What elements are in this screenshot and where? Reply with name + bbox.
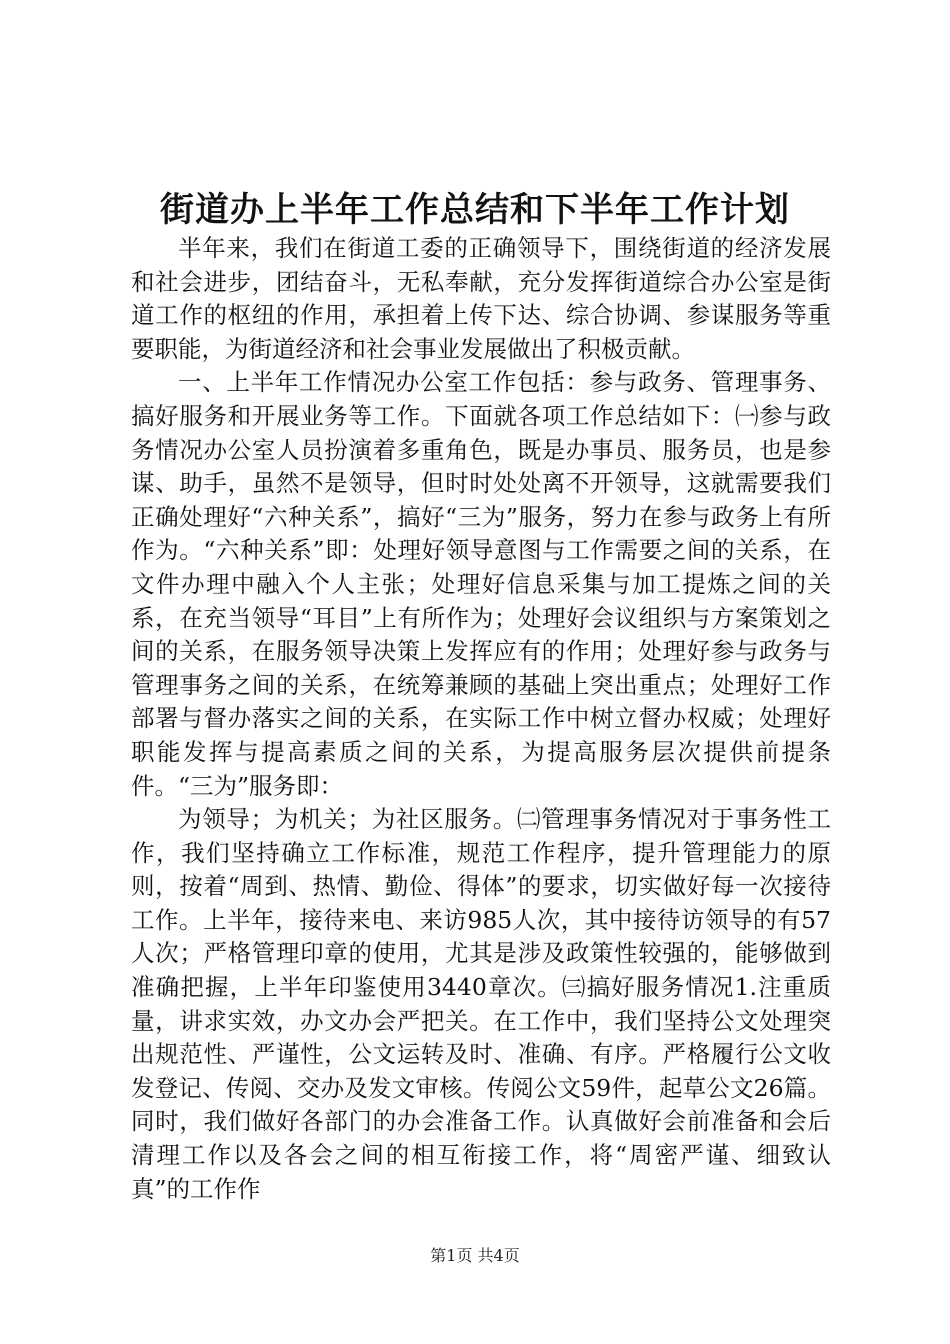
- paragraph-intro: 半年来，我们在街道工委的正确领导下，围绕街道的经济发展和社会进步，团结奋斗，无私奉献，充分发挥街道综合办公室是街道工作的枢纽的作用，承担着上传下达、综合协调、参谋服务等重要职能，为街道经济和社会事业发展做出了积极贡献。: [131, 234, 831, 363]
- document-title: 街道办上半年工作总结和下半年工作计划: [160, 190, 790, 230]
- document-body: [131, 232, 831, 1206]
- paragraph-section-one: 一、上半年工作情况办公室工作包括：参与政务、管理事务、搞好服务和开展业务等工作。下面就各项工作总结如下：㈠参与政务情况办公室人员扮演着多重角色，既是办事员、服务员，也是参谋、助手，虽然不是领导，但时时处处离不开领导，这就需要我们正确处理好“六种关系”，搞好“三为”服务，努力在参与政务上有所作为。“六种关系”即：处理好领导意图与工作需要之间的关系，在文件办理中融入个人主张；处理好信息采集与加工提炼之间的关系，在充当领导“耳目”上有所作为；处理好会议组织与方案策划之间的关系，在服务领导决策上发挥应有的作用；处理好参与政务与管理事务之间的关系，在统筹兼顾的基础上突出重点；处理好工作部署与督办落实之间的关系，在实际工作中树立督办权威；处理好职能发挥与提高素质之间的关系，为提高服务层次提供前提条件。“三为”服务即：: [131, 368, 831, 800]
- page-footer: 第1页 共4页: [430, 1246, 520, 1265]
- paragraph-services: 为领导；为机关；为社区服务。㈡管理事务情况对于事务性工作，我们坚持确立工作标准，规范工作程序，提升管理能力的原则，按着“周到、热情、勤俭、得体”的要求，切实做好每一次接待工作。上半年，接待来电、来访985人次，其中接待访领导的有57人次；严格管理印章的使用，尤其是涉及政策性较强的，能够做到准确把握，上半年印鉴使用3440章次。㈢搞好服务情况1.注重质量，讲求实效，办文办会严把关。在工作中，我们坚持公文处理突出规范性、严谨性，公文运转及时、准确、有序。严格履行公文收发登记、传阅、交办及发文审核。传阅公文59件，起草公文26篇。同时，我们做好各部门的办会准备工作。认真做好会前准备和会后清理工作以及各会之间的相互衔接工作，将“周密严谨、细致认真”的工作作: [131, 805, 831, 1203]
